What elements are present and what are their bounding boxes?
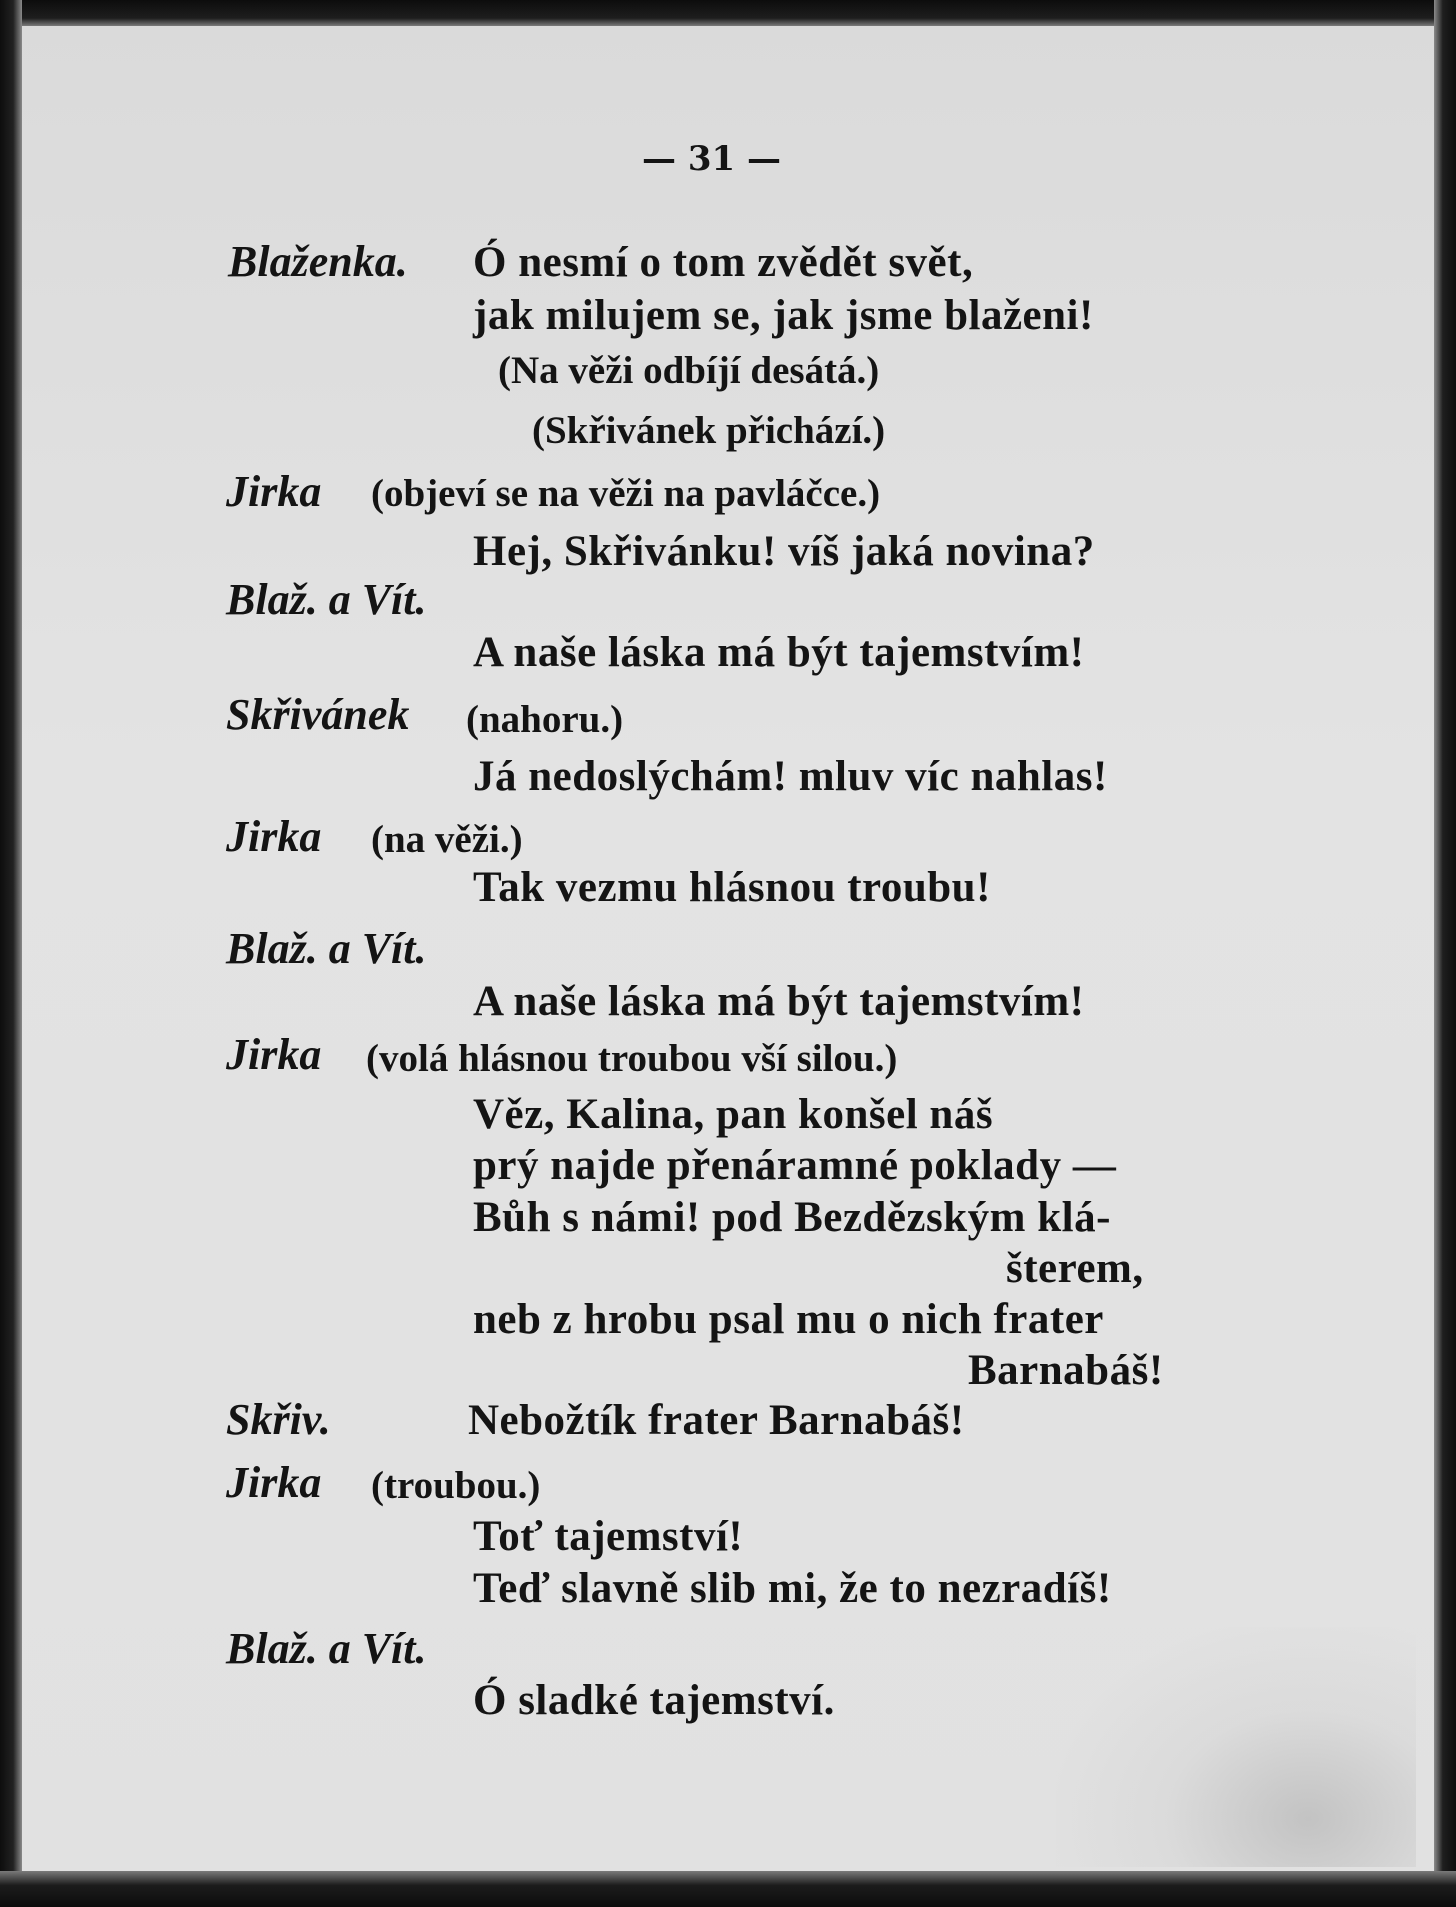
verse-line: Toť tajemství! <box>473 1513 744 1560</box>
stage-direction: (nahoru.) <box>466 698 624 741</box>
page-number: — 31 — <box>642 139 781 179</box>
verse-line: Bůh s námi! pod Bezdězským klá- <box>473 1194 1111 1241</box>
verse-line: Ó sladké tajemství. <box>473 1677 835 1724</box>
speaker-name: Blaž. a Vít. <box>226 1624 427 1673</box>
speaker-name: Jirka <box>226 467 322 516</box>
speaker-name: Skřiv. <box>226 1395 331 1444</box>
speaker-name: Jirka <box>226 812 322 861</box>
speaker-name: Jirka <box>226 1458 322 1507</box>
scan-border-right <box>1434 0 1456 1907</box>
speaker-name: Jirka <box>226 1030 322 1079</box>
speaker-name: Blaženka. <box>228 237 408 286</box>
stage-direction: (na věži.) <box>371 818 523 861</box>
scan-border-left <box>0 0 22 1907</box>
verse-line: Tak vezmu hlásnou troubu! <box>473 864 991 911</box>
verse-line: jak milujem se, jak jsme blaženi! <box>473 292 1094 339</box>
stage-direction: (Skřivánek přichází.) <box>532 409 886 452</box>
stage-direction: (objeví se na věži na pavláčce.) <box>371 472 881 515</box>
stage-direction: (troubou.) <box>371 1464 541 1507</box>
verse-line: Teď slavně slib mi, že to nezradíš! <box>473 1565 1112 1612</box>
verse-line: Hej, Skřivánku! víš jaká novina? <box>473 528 1095 575</box>
verse-line: šterem, <box>1006 1245 1144 1292</box>
speaker-name: Blaž. a Vít. <box>226 575 427 624</box>
paper-stain <box>1056 1627 1416 1867</box>
scan-border-bottom <box>0 1871 1456 1907</box>
verse-line: prý najde přenáramné poklady — <box>473 1142 1117 1189</box>
verse-line: Barnabáš! <box>968 1347 1164 1394</box>
verse-line: Já nedoslýchám! mluv víc nahlas! <box>473 753 1108 800</box>
verse-line: Nebožtík frater Barnabáš! <box>468 1397 965 1444</box>
verse-line: A naše láska má být tajemstvím! <box>473 629 1085 676</box>
verse-line: Ó nesmí o tom zvědět svět, <box>473 239 974 286</box>
speaker-name: Blaž. a Vít. <box>226 924 427 973</box>
verse-line: A naše láska má být tajemstvím! <box>473 978 1085 1025</box>
stage-direction: (volá hlásnou troubou vší silou.) <box>366 1037 898 1080</box>
stage-direction: (Na věži odbíjí desátá.) <box>498 349 880 392</box>
verse-line: neb z hrobu psal mu o nich frater <box>473 1296 1104 1343</box>
scan-border-top <box>0 0 1456 26</box>
verse-line: Věz, Kalina, pan konšel náš <box>473 1091 994 1138</box>
speaker-name: Skřivánek <box>226 690 410 739</box>
